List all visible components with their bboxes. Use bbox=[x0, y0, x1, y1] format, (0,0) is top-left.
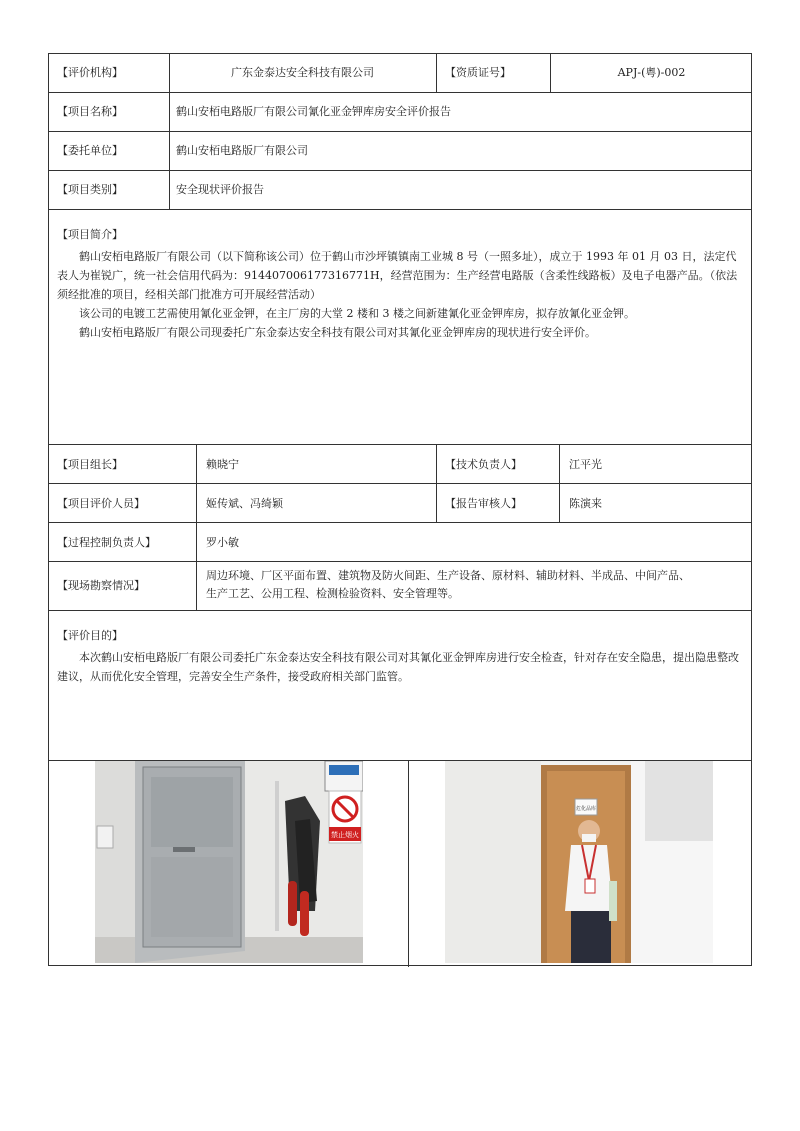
category-label: 【项目类别】 bbox=[57, 183, 123, 196]
cert-label: 【资质证号】 bbox=[445, 66, 511, 79]
process-control-label: 【过程控制负责人】 bbox=[57, 536, 156, 549]
site-survey-line-1: 周边环境、厂区平面布置、建筑物及防火间距、生产设备、原材料、辅助材料、半成品、中间产品、 bbox=[206, 569, 690, 582]
site-inspector-photo bbox=[445, 761, 713, 963]
project-name-value: 鹤山安栢电路版厂有限公司氰化亚金钾库房安全评价报告 bbox=[176, 105, 451, 118]
leader-label: 【项目组长】 bbox=[57, 458, 123, 471]
client-value: 鹤山安栢电路版厂有限公司 bbox=[176, 144, 308, 157]
tech-lead-value: 江平光 bbox=[569, 458, 602, 471]
cert-value: APJ-(粤)-002 bbox=[617, 66, 686, 79]
row-divider bbox=[49, 444, 751, 445]
client-label: 【委托单位】 bbox=[57, 144, 123, 157]
org-label: 【评价机构】 bbox=[57, 66, 123, 79]
column-divider bbox=[408, 760, 409, 967]
site-survey-label: 【现场勘察情况】 bbox=[57, 579, 145, 592]
row-divider bbox=[49, 131, 751, 132]
org-value: 广东金泰达安全科技有限公司 bbox=[231, 66, 374, 79]
row-divider bbox=[49, 561, 751, 562]
row-divider bbox=[49, 209, 751, 210]
no-fire-sign-text: 禁止烟火 bbox=[331, 831, 359, 839]
intro-body bbox=[57, 247, 747, 342]
process-control-value: 罗小敏 bbox=[206, 536, 239, 549]
intro-paragraph-2: 该公司的电镀工艺需使用氰化亚金钾，在主厂房的大堂 2 楼和 3 楼之间新建氰化亚金钾库房，拟存放氰化亚金钾。 bbox=[79, 307, 635, 320]
door-plate-text: 危化品库 bbox=[575, 806, 597, 812]
row-divider bbox=[49, 170, 751, 171]
row-divider bbox=[49, 522, 751, 523]
evaluators-label: 【项目评价人员】 bbox=[57, 497, 145, 510]
row-divider bbox=[49, 610, 751, 611]
reviewer-label: 【报告审核人】 bbox=[445, 497, 522, 510]
reviewer-value: 陈演来 bbox=[569, 497, 602, 510]
evaluators-value: 姬传斌、冯绮颖 bbox=[206, 497, 283, 510]
column-divider bbox=[559, 444, 560, 522]
purpose-body bbox=[57, 648, 747, 686]
column-divider bbox=[436, 54, 437, 92]
category-value: 安全现状评价报告 bbox=[176, 183, 264, 196]
column-divider bbox=[196, 444, 197, 610]
purpose-paragraph: 本次鹤山安栢电路版厂有限公司委托广东金泰达安全科技有限公司对其氰化亚金钾库房进行安全检查，针对存在安全隐患，提出隐患整改建议，从而优化安全管理，完善安全生产条件，接受政府相关部门监管。 bbox=[57, 651, 739, 683]
evaluation-info-table bbox=[48, 53, 752, 966]
intro-heading: 【项目简介】 bbox=[57, 228, 123, 241]
intro-paragraph-3: 鹤山安栢电路版厂有限公司现委托广东金泰达安全科技有限公司对其氰化亚金钾库房的现状进行安全评价。 bbox=[79, 326, 596, 339]
tech-lead-label: 【技术负责人】 bbox=[445, 458, 522, 471]
site-survey-line-2: 生产工艺、公用工程、检测检验资料、安全管理等。 bbox=[206, 587, 459, 600]
row-divider bbox=[49, 92, 751, 93]
project-name-label: 【项目名称】 bbox=[57, 105, 123, 118]
row-divider bbox=[49, 483, 751, 484]
storeroom-door-photo bbox=[95, 761, 363, 963]
column-divider bbox=[436, 444, 437, 522]
purpose-heading: 【评价目的】 bbox=[57, 629, 123, 642]
intro-paragraph-1: 鹤山安栢电路版厂有限公司（以下简称该公司）位于鹤山市沙坪镇镇南工业城 8 号（一照多址），成立于 1993 年 01 月 03 日，法定代表人为崔锐广，统一社会信用代码为：914407006177316771H，经营范围为：生产经营电路版（含柔性线路板）及电子电器产品。（依法须经批准的项目，经相关部门批准方可开展经营活动） bbox=[57, 250, 738, 301]
leader-value: 赖晓宁 bbox=[206, 458, 239, 471]
